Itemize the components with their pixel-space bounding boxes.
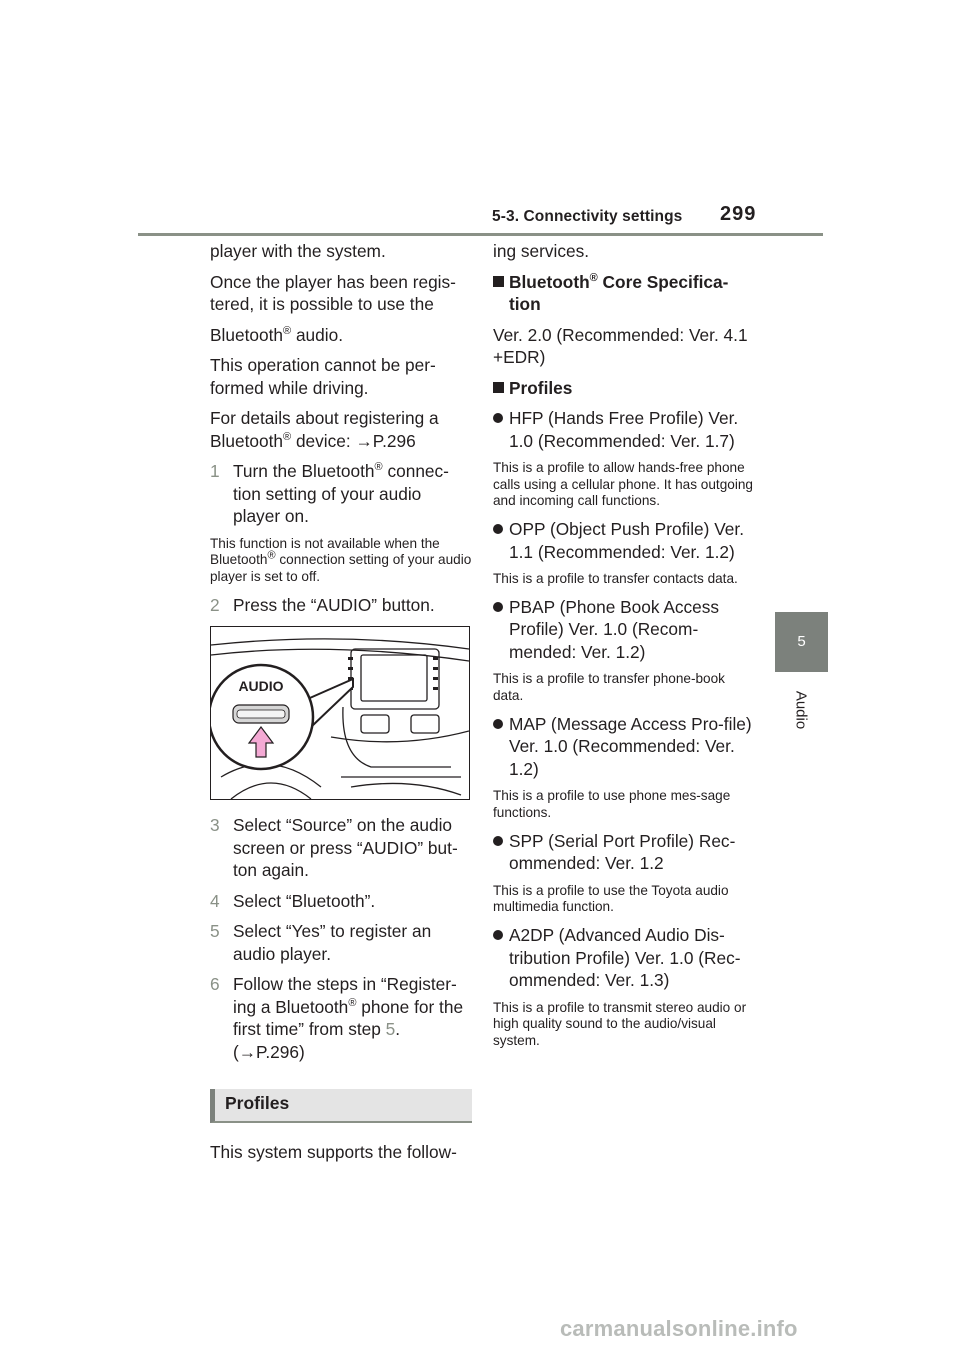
profile-note: This is a profile to allow hands-free phone calls using a cellular phone. It has outgoing and incoming call functions. bbox=[493, 460, 753, 509]
paragraph: For details about registering a Bluetooth® device: →P.296 bbox=[210, 408, 439, 451]
profile-note: This is a profile to transfer phone-book data. bbox=[493, 671, 725, 704]
profile-note: This is a profile to use the Toyota audio multimedia function. bbox=[493, 882, 729, 915]
square-bullet-icon bbox=[493, 382, 504, 393]
step-3: 3 Select “Source” on the audio screen or press “AUDIO” but-ton again. bbox=[210, 815, 458, 881]
chapter-title: Audio bbox=[792, 690, 810, 730]
profile-note: This is a profile to use phone mes-sage functions. bbox=[493, 788, 731, 820]
step-reference: 5 bbox=[385, 1019, 396, 1040]
paragraph: This system supports the follow- bbox=[210, 1142, 457, 1163]
chapter-number: 5 bbox=[797, 633, 806, 650]
profile-note: This is a profile to transmit stereo audio or high quality sound to the audio/visual system. bbox=[493, 999, 747, 1048]
audio-label: AUDIO bbox=[238, 678, 284, 695]
left-column bbox=[210, 240, 472, 1172]
paragraph: Once the player has been regis-tered, it is possible to use the bbox=[210, 271, 456, 314]
square-bullet-icon bbox=[493, 276, 504, 287]
paragraph: This operation cannot be per-formed while driving. bbox=[210, 355, 436, 398]
profile-note: This is a profile to transfer contacts data. bbox=[493, 571, 738, 587]
profile-item: PBAP (Phone Book Access Profile) Ver. 1.0 (Recom-mended: Ver. 1.2) bbox=[493, 596, 755, 664]
profile-item: MAP (Message Access Pro-file) Ver. 1.0 (Recommended: Ver. 1.2) bbox=[493, 713, 755, 781]
step-number: 1 bbox=[210, 461, 220, 481]
paragraph: Bluetooth® audio. bbox=[210, 324, 344, 345]
bullet-icon bbox=[493, 524, 503, 534]
profile-item: SPP (Serial Port Profile) Rec-ommended: Ver. 1.2 bbox=[493, 830, 755, 875]
step-number: 5 bbox=[210, 921, 220, 942]
step-number: 6 bbox=[210, 974, 220, 995]
step-5: 5 Select “Yes” to register an audio player. bbox=[210, 921, 432, 964]
dashboard-drawing bbox=[211, 627, 469, 799]
profiles-section-heading: Profiles bbox=[210, 1089, 472, 1123]
profile-item: HFP (Hands Free Profile) Ver. 1.0 (Recommended: Ver. 1.7) bbox=[493, 407, 755, 452]
bullet-icon bbox=[493, 836, 503, 846]
core-spec-heading: Bluetooth® Core Specifica-tion bbox=[493, 271, 755, 316]
paragraph: ing services. bbox=[493, 241, 590, 261]
chapter-tab bbox=[775, 612, 828, 672]
profiles-subheading: Profiles bbox=[493, 377, 755, 400]
bullet-icon bbox=[493, 602, 503, 612]
profile-item: A2DP (Advanced Audio Dis-tribution Profile) Ver. 1.0 (Rec-ommended: Ver. 1.3) bbox=[493, 924, 755, 992]
section-title: 5-3. Connectivity settings bbox=[492, 208, 683, 225]
bullet-icon bbox=[493, 413, 503, 423]
note: This function is not available when the Bluetooth® connection setting of your audio player is set to off. bbox=[210, 535, 472, 584]
step-number: 2 bbox=[210, 594, 220, 615]
profile-item: OPP (Object Push Profile) Ver. 1.1 (Recommended: Ver. 1.2) bbox=[493, 518, 755, 563]
page-number: 299 bbox=[720, 203, 757, 225]
step-number: 3 bbox=[210, 815, 220, 836]
bullet-icon bbox=[493, 930, 503, 940]
step-4: 4 Select “Bluetooth”. bbox=[210, 890, 376, 911]
dashboard-illustration bbox=[210, 626, 470, 800]
bullet-icon bbox=[493, 719, 503, 729]
step-2: 2 Press the “AUDIO” button. bbox=[210, 594, 435, 615]
header-divider bbox=[138, 233, 823, 236]
paragraph: player with the system. bbox=[210, 241, 386, 261]
step-1: 1 Turn the Bluetooth® connec-tion setting of your audio player on. bbox=[210, 461, 449, 526]
step-number: 4 bbox=[210, 890, 220, 911]
right-column bbox=[493, 240, 755, 1058]
watermark: carmanualsonline.info bbox=[560, 1316, 798, 1341]
paragraph: Ver. 2.0 (Recommended: Ver. 4.1 +EDR) bbox=[493, 324, 748, 367]
step-6: 6 Follow the steps in “Register-ing a Bluetooth® phone for the first time” from step 5. (→P.296) bbox=[210, 974, 464, 1062]
chapter-side-label bbox=[765, 684, 837, 744]
